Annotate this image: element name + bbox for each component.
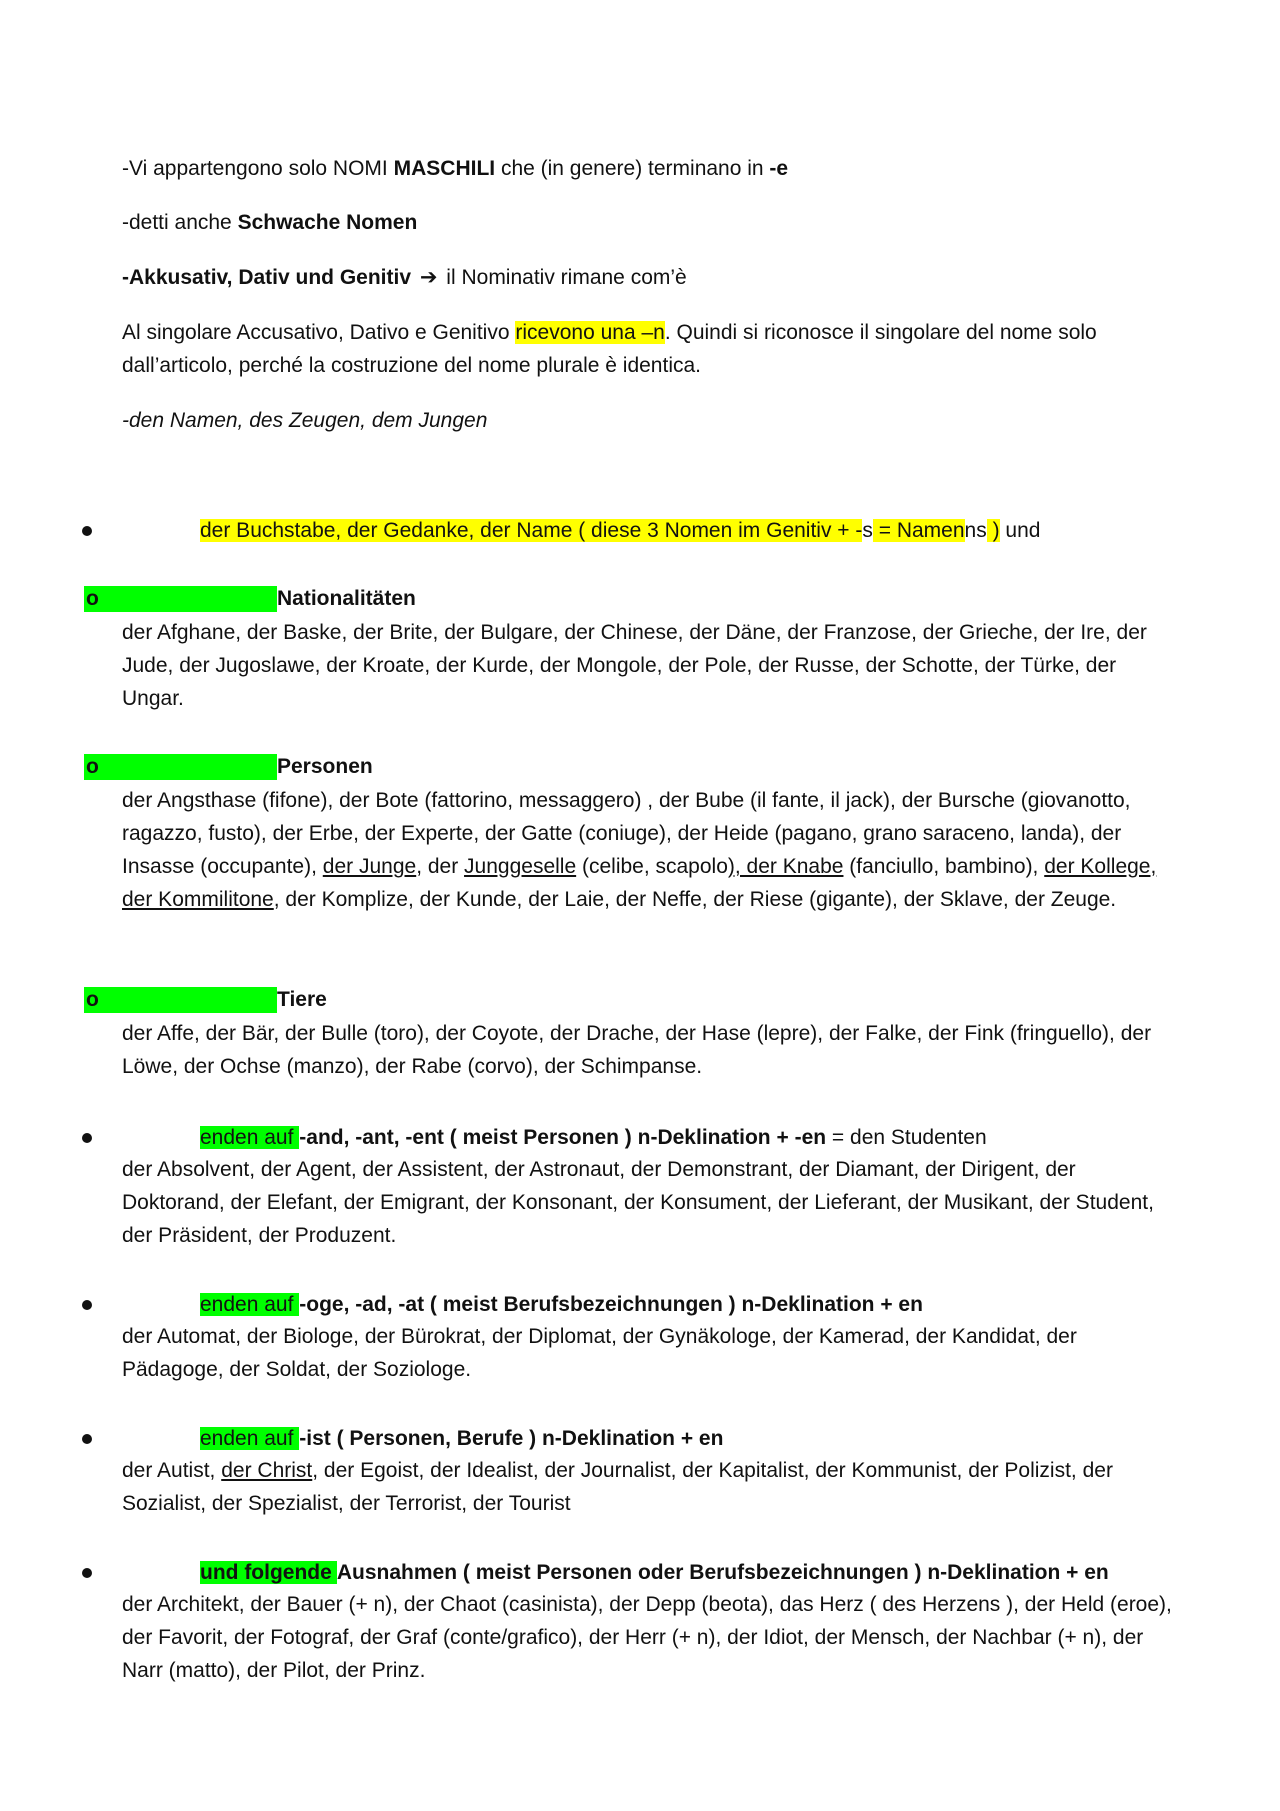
bullet-3-heading: enden auf -oge, -ad, -at ( meist Berufsbezeichnungen ) n-Deklination + en (200, 1293, 923, 1316)
personen-list: der Angsthase (fifone), der Bote (fattorino, messaggero) , der Bube (il fante, il jack), der Bursche (giovanotto, ragazzo, fusto), der Erbe, der Experte, der Gatte (coniuge), der Heide (pagano, grano saraceno, landa), der Insasse (occupante), der Junge, der Junggeselle (celibe, scapolo), der Knabe (fanciullo, bambino), der Kollege, der Kommilitone, der Komplize, der Kunde, der Laie, der Neffe, der Riese (gigante), der Sklave, der Zeuge. (122, 789, 1157, 911)
subheading-nationalitaeten: o Nationalitäten (86, 587, 416, 610)
bullet-icon (82, 1568, 92, 1578)
subheading-personen: o Personen (86, 755, 373, 778)
bullet-5-heading: und folgende Ausnahmen ( meist Personen oder Berufsbezeichnungen ) n-Deklination + en (200, 1561, 1109, 1584)
intro-line-2: -detti anche Schwache Nomen (122, 211, 418, 234)
tiere-list: der Affe, der Bär, der Bulle (toro), der Coyote, der Drache, der Hase (lepre), der Falke, der Fink (fringuello), der Löwe, der Ochse (manzo), der Rabe (corvo), der Schimpanse. (122, 1022, 1152, 1078)
bullet-1-heading: der Buchstabe, der Gedanke, der Name ( diese 3 Nomen im Genitiv + -s = Namenns ) und (200, 519, 1041, 542)
bullet-icon (82, 526, 92, 536)
bullet-2-heading: enden auf -and, -ant, -ent ( meist Personen ) n-Deklination + -en = den Studenten (200, 1126, 987, 1149)
bullet-2-list: der Absolvent, der Agent, der Assistent, der Astronaut, der Demonstrant, der Diamant, der Dirigent, der Doktorand, der Elefant, der Emigrant, der Konsonant, der Konsument, der Lieferant, der Musikant, der Student, der Präsident, der Produzent. (122, 1158, 1154, 1247)
bullet-icon (82, 1133, 92, 1143)
intro-example: -den Namen, des Zeugen, dem Jungen (122, 409, 488, 432)
bullet-3-list: der Automat, der Biologe, der Bürokrat, der Diplomat, der Gynäkologe, der Kamerad, der Kandidat, der Pädagoge, der Soldat, der Soziologe. (122, 1325, 1077, 1381)
intro-line-1: -Vi appartengono solo NOMI MASCHILI che (in genere) terminano in -e (122, 157, 789, 180)
bullet-4-list: der Autist, der Christ, der Egoist, der Idealist, der Journalist, der Kapitalist, der Kommunist, der Polizist, der Sozialist, der Spezialist, der Terrorist, der Tourist (122, 1459, 1113, 1515)
intro-paragraph: Al singolare Accusativo, Dativo e Genitivo ricevono una –n. Quindi si riconosce il singolare del nome solo dall’articolo, perché la costruzione del nome plurale è identica. (122, 321, 1097, 377)
arrow-right-icon: ➔ (419, 266, 438, 289)
bullet-4-heading: enden auf -ist ( Personen, Berufe ) n-Deklination + en (200, 1427, 724, 1450)
intro-line-3: -Akkusativ, Dativ und Genitiv ➔ il Nominativ rimane com’è (122, 263, 687, 293)
nationalitaeten-list: der Afghane, der Baske, der Brite, der Bulgare, der Chinese, der Däne, der Franzose, der Grieche, der Ire, der Jude, der Jugoslawe, der Kroate, der Kurde, der Mongole, der Pole, der Russe, der Schotte, der Türke, der Ungar. (122, 621, 1147, 710)
bullet-icon (82, 1300, 92, 1310)
bullet-5-list: der Architekt, der Bauer (+ n), der Chaot (casinista), der Depp (beota), das Herz ( des Herzens ), der Held (eroe), der Favorit, der Fotograf, der Graf (conte/grafico), der Herr (+ n), der Idiot, der Mensch, der Nachbar (+ n), der Narr (matto), der Pilot, der Prinz. (122, 1593, 1172, 1682)
bullet-icon (82, 1434, 92, 1444)
subheading-tiere: o Tiere (86, 988, 327, 1011)
